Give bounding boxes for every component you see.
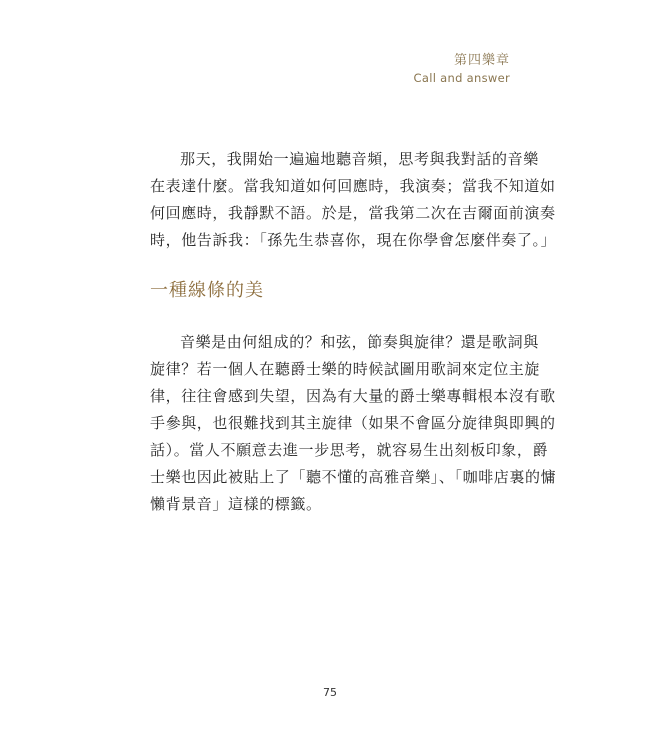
paragraph-line: 在表達什麼。當我知道如何回應時，我演奏；當我不知道如 — [150, 177, 556, 195]
paragraph-line: 手參與，也很難找到其主旋律（如果不會區分旋律與即興的 — [150, 414, 556, 432]
paragraph-line: 何回應時，我靜默不語。於是，當我第二次在吉爾面前演奏 — [150, 204, 556, 222]
paragraph-line: 音樂是由何組成的？和弦，節奏與旋律？還是歌詞與 — [180, 333, 539, 351]
paragraph-1 — [150, 146, 557, 254]
paragraph-line: 懶背景音」這樣的標籤。 — [150, 495, 322, 513]
section-heading: 一種線條的美 — [150, 280, 264, 301]
paragraph-2 — [150, 329, 557, 518]
chapter-subtitle: Call and answer — [413, 71, 510, 85]
paragraph-line: 時，他告訴我：「孫先生恭喜你，現在你學會怎麼伴奏了。」 — [150, 231, 557, 249]
page-number: 75 — [323, 686, 337, 699]
paragraph-line: 旋律？若一個人在聽爵士樂的時候試圖用歌詞來定位主旋 — [150, 360, 541, 378]
paragraph-line: 士樂也因此被貼上了「聽不懂的高雅音樂」、「咖啡店裏的慵 — [150, 468, 557, 486]
chapter-title: 第四樂章 — [453, 53, 510, 68]
paragraph-line: 那天，我開始一遍遍地聽音頻，思考與我對話的音樂 — [180, 150, 539, 168]
running-header — [414, 52, 510, 86]
paragraph-line: 話）。當人不願意去進一步思考，就容易生出刻板印象，爵 — [150, 441, 549, 459]
paragraph-line: 律，往往會感到失望，因為有大量的爵士樂專輯根本沒有歌 — [150, 387, 556, 405]
